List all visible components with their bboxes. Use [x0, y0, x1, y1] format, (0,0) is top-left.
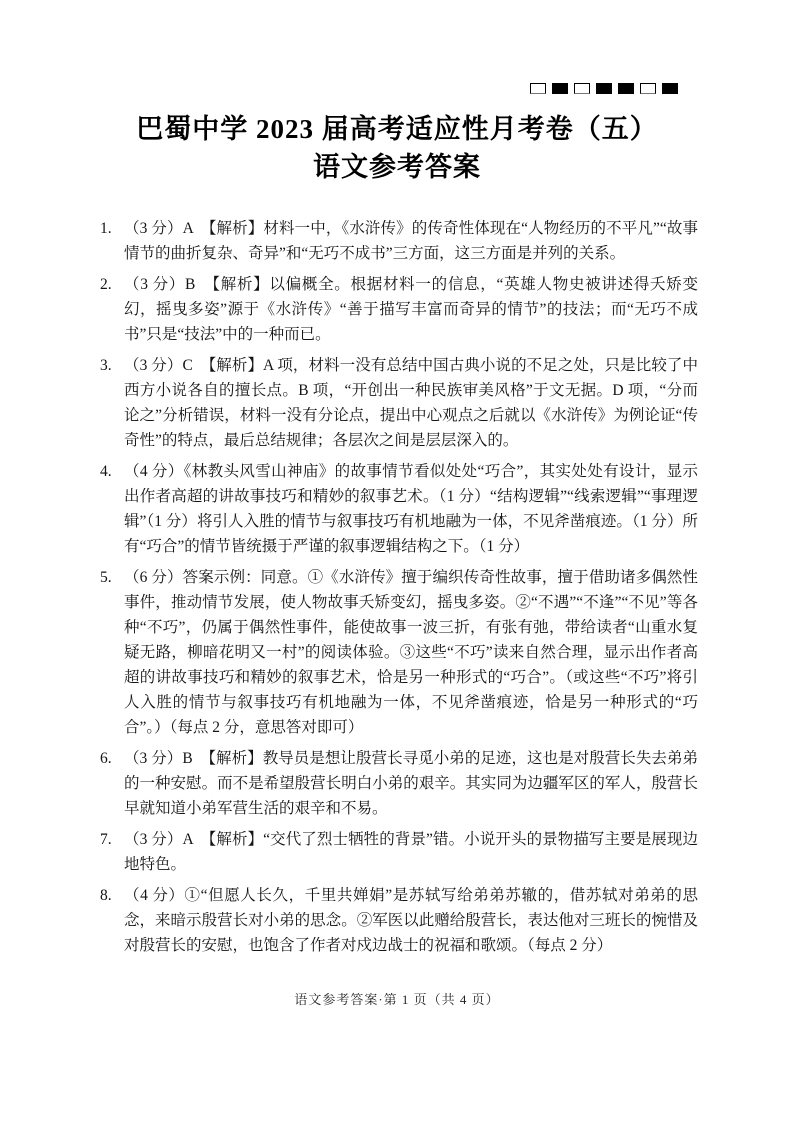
document-subtitle: 语文参考答案 — [313, 152, 481, 182]
answer-text: （6 分）答案示例：同意。①《水浒传》擅于编织传奇性故事，擅于借助诸多偶然性事件，推动情节发展，使人物故事夭矫变幻，摇曳多姿。②“不遇”“不逢”“不见”等各种“不巧”，仍属于偶然性事件，能使故事一波三折，有张有弛，带给读者“山重水复疑无路，柳暗花明又一村”的阅读体验。③这些“不巧”读来自然合理，显示出作者高超的讲故事技巧和精妙的叙事艺术，恰是另一种形式的“巧合”。（或这些“不巧”将引人入胜的情节与叙事技巧有机地融为一体，不见斧凿痕迹，恰是另一种形式的“巧合”。）（每点 2 分，意思答对即可） — [124, 569, 698, 736]
answer-item-5 — [100, 565, 698, 740]
exam-title: 巴蜀中学 2023 届高考适应性月考卷（五） — [136, 114, 658, 144]
registration-mark — [662, 83, 678, 94]
answer-number: 3. — [100, 357, 112, 374]
registration-mark — [574, 83, 590, 94]
answer-item-4 — [100, 459, 698, 559]
registration-mark — [618, 83, 634, 94]
answer-text: （4 分）《林教头风雪山神庙》的故事情节看似处处“巧合”，其实处处有设计，显示出作者高超的讲故事技巧和精妙的叙事艺术。（1 分）“结构逻辑”“线索逻辑”“事理逻辑”（1 分）将引人入胜的情节与叙事技巧有机地融为一体，不见斧凿痕迹。（1 分）所有“巧合”的情节皆统摄于严谨的叙事逻辑结构之下。（1 分） — [124, 463, 698, 555]
answer-number: 7. — [100, 831, 112, 848]
answers-list — [100, 216, 698, 964]
answer-number: 2. — [100, 276, 112, 293]
answer-number: 8. — [100, 887, 112, 904]
answer-text: （3 分）A 【解析】“交代了烈士牺牲的背景”错。小说开头的景物描写主要是展现边地特色。 — [124, 831, 698, 873]
answer-text: （3 分）B 【解析】以偏概全。根据材料一的信息，“英雄人物史被讲述得夭矫变幻，摇曳多姿”源于《水浒传》“善于描写丰富而奇异的情节”的技法；而“无巧不成书”只是“技法”中的一种而已。 — [124, 276, 698, 343]
answer-text: （3 分）B 【解析】教导员是想让殷营长寻觅小弟的足迹，这也是对殷营长失去弟弟的一种安慰。而不是希望殷营长明白小弟的艰辛。其实同为边疆军区的军人，殷营长早就知道小弟军营生活的艰辛和不易。 — [124, 750, 698, 817]
answer-number: 4. — [100, 463, 112, 480]
answer-text: （3 分）A 【解析】材料一中，《水浒传》的传奇性体现在“人物经历的不平凡”“故事情节的曲折复杂、奇异”和“无巧不成书”三方面，这三方面是并列的关系。 — [124, 220, 698, 262]
answer-number: 6. — [100, 750, 112, 767]
registration-mark — [596, 83, 612, 94]
answer-text: （3 分）C 【解析】A 项，材料一没有总结中国古典小说的不足之处，只是比较了中西方小说各自的擅长点。B 项，“开创出一种民族审美风格”于文无据。D 项，“分而论之”分析错误，材料一没有分论点，提出中心观点之后就以《水浒传》为例论证“传奇性”的特点，最后总结规律；各层次之间是层层深入的。 — [124, 357, 698, 449]
registration-mark — [640, 83, 656, 94]
answer-item-3 — [100, 353, 698, 453]
answer-item-6 — [100, 746, 698, 821]
registration-mark — [530, 83, 546, 94]
answer-item-1 — [100, 216, 698, 266]
answer-item-2 — [100, 272, 698, 347]
answer-text: （4 分）①“但愿人长久，千里共婵娟”是苏轼写给弟弟苏辙的，借苏轼对弟弟的思念，来暗示殷营长对小弟的思念。②军医以此赠给殷营长，表达他对三班长的惋惜及对殷营长的安慰，也饱含了作者对戍边战士的祝福和歌颂。（每点 2 分） — [124, 887, 698, 954]
document-header — [0, 110, 794, 186]
answer-item-8 — [100, 883, 698, 958]
registration-marks-row — [530, 83, 678, 94]
answer-item-7 — [100, 827, 698, 877]
answer-number: 1. — [100, 220, 112, 237]
page-footer: 语文参考答案·第 1 页（共 4 页） — [294, 992, 500, 1007]
answer-number: 5. — [100, 569, 112, 586]
registration-mark — [552, 83, 568, 94]
